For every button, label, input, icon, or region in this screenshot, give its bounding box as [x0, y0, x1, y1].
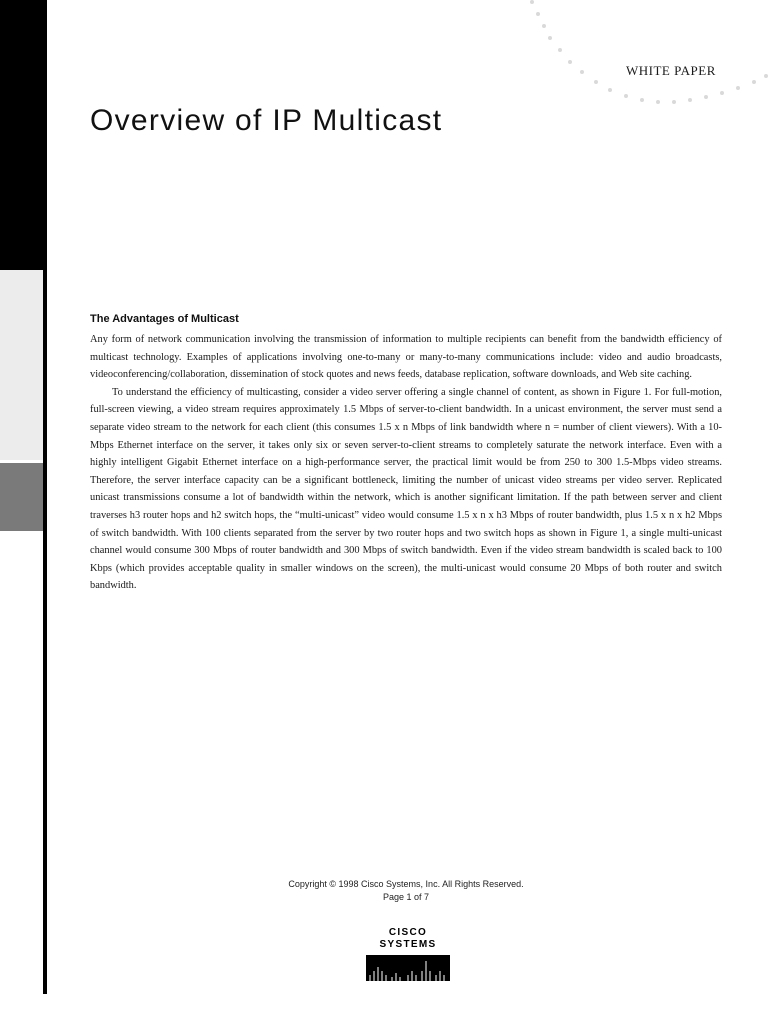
cisco-logo	[366, 927, 450, 973]
sidebar-black-block	[0, 0, 44, 270]
page-number: Page 1 of 7	[382, 892, 430, 902]
paragraph-2: To understand the efficiency of multicasting, consider a video server offering a single channel of content, as shown in Figure 1. For full-motion, full-screen viewing, a video stream requires approximately 1.5 Mbps of server-to-client bandwidth. In a unicast environment, the server must send a separate video stream to the network for each client (this consumes 1.5 x n Mbps of link bandwidth where n = number of client viewers). With a 10-Mbps Ethernet interface on the server, it takes only six or seven server-to-client streams to completely saturate the network interface. Even with a highly intelligent Gigabit Ethernet interface on a high-performance server, the practical limit would be from 250 to 300 1.5-Mbps video streams. Therefore, the server interface capacity can be a significant bottleneck, limiting the number of unicast video streams per video server. Replicated unicast transmissions consume a lot of bandwidth within the network, which is another significant limitation. If the path between server and client traverses h3 router hops and h2 switch hops, the “multi-unicast” video would consume 1.5 x n x h3 Mbps of router bandwidth, plus 1.5 x n x h2 Mbps of switch bandwidth. With 100 clients separated from the server by two router hops and two switch hops as shown in Figure 1, a single multi-unicast channel would consume 300 Mbps of router bandwidth and 300 Mbps of switch bandwidth. Even if the video stream bandwidth is scaled back to 100 Kbps (which provides acceptable quality in smaller windows on the screen), the multi-unicast would consume 20 Mbps of both router and switch bandwidth.	[90, 386, 722, 592]
decorative-dots-arc	[520, 0, 768, 120]
logo-bars-icon	[366, 955, 450, 981]
paragraph-1: Any form of network communication involving the transmission of information to multiple recipients can benefit from the bandwidth efficiency of multicast technology. Examples of applications involving one-to-many or many-to-many communications include: video and audio broadcasts, videoconferencing/collaboration, dissemination of stock quotes and news feeds, database replication, software downloads, and Web site caching.	[90, 334, 722, 381]
sidebar-dark-block	[0, 463, 43, 531]
page-footer	[200, 878, 612, 904]
page-title: Overview of IP Multicast	[90, 104, 443, 137]
section-heading: The Advantages of Multicast	[90, 313, 239, 325]
sidebar-light-block	[0, 270, 44, 460]
logo-text: CISCO SYSTEMS	[379, 927, 437, 950]
copyright-text: Copyright © 1998 Cisco Systems, Inc. All Rights Reserved.	[288, 879, 524, 889]
document-type-label: WHITE PAPER	[626, 63, 716, 78]
sidebar-rule	[43, 0, 47, 994]
body-text	[90, 331, 722, 595]
